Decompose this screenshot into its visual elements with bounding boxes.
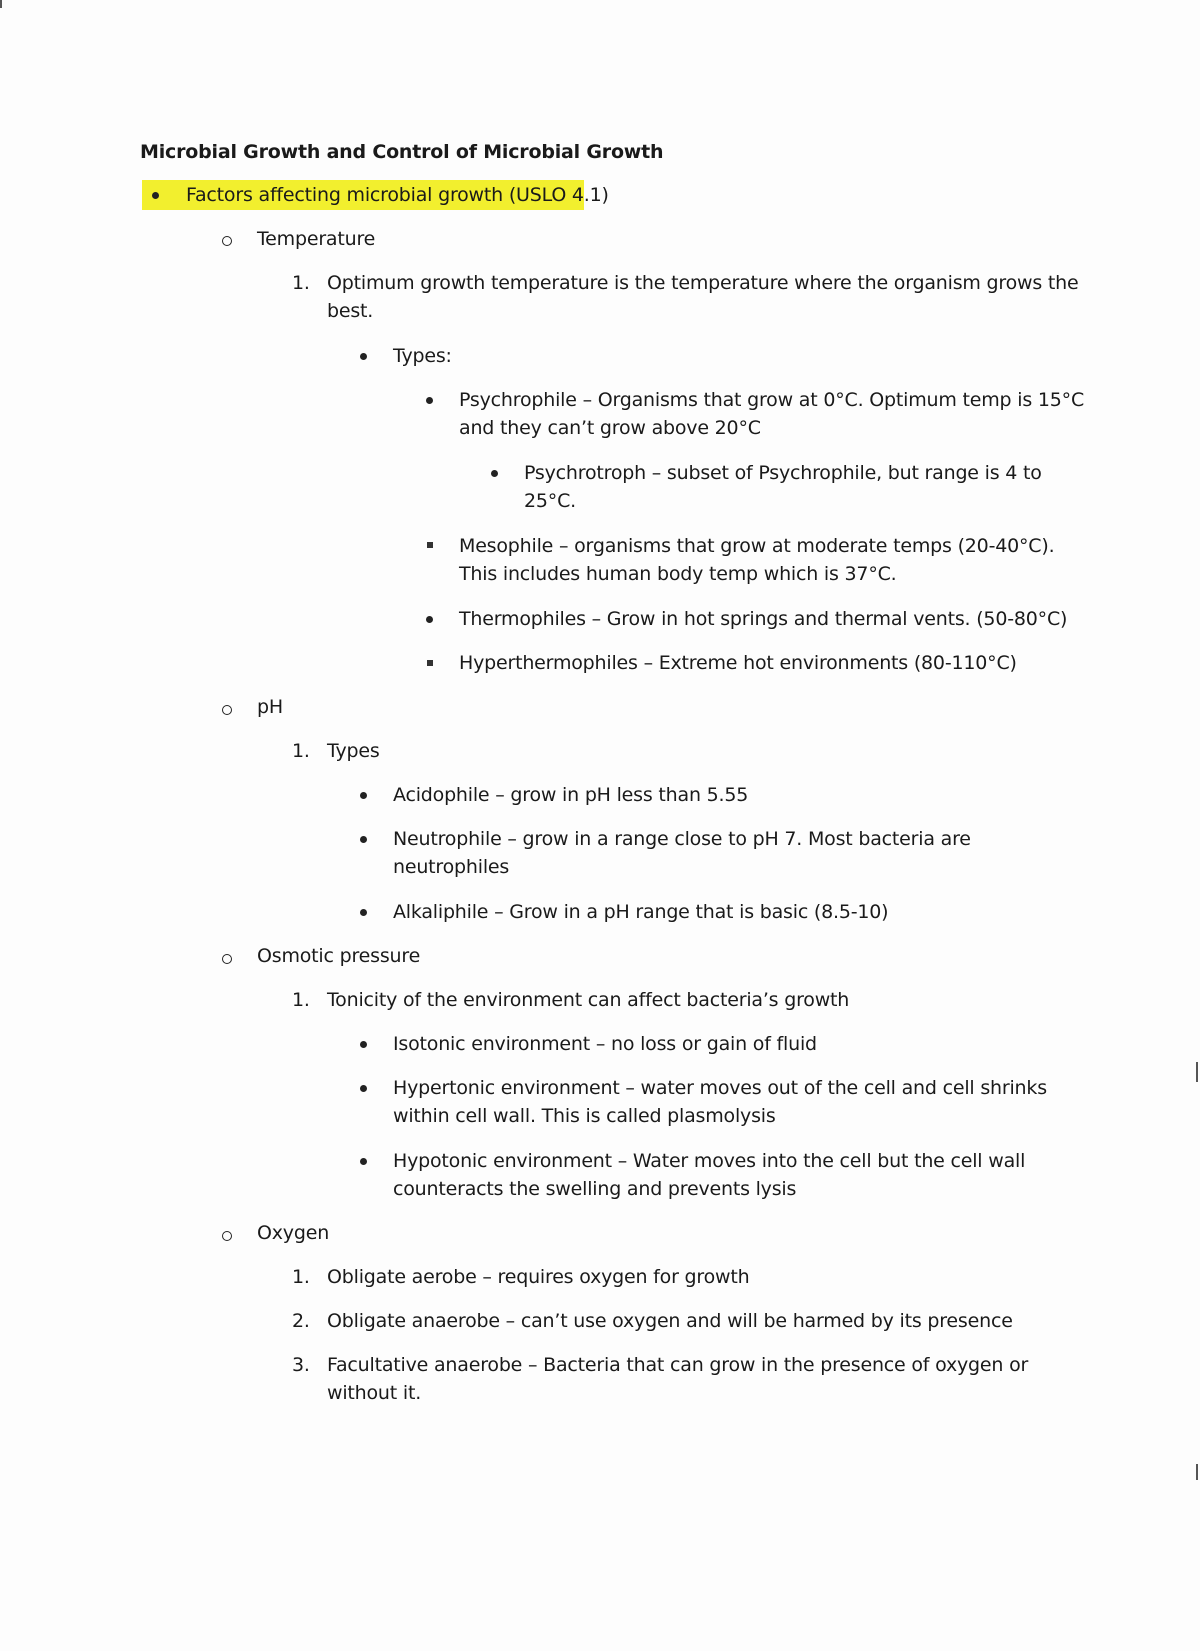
tonicity-text: Tonicity of the environment can affect bacteria’s growth xyxy=(327,989,850,1011)
acidophile-text: Acidophile – grow in pH less than 5.55 xyxy=(393,784,749,806)
list-number: 1. xyxy=(292,272,310,294)
ph-label: pH xyxy=(257,696,283,718)
mesophile-line-2: This includes human body temp which is 37°C. xyxy=(459,563,897,585)
osmotic-label: Osmotic pressure xyxy=(257,945,421,967)
oxygen-label: Oxygen xyxy=(257,1222,330,1244)
bullet-icon xyxy=(360,1085,367,1092)
bullet-icon xyxy=(360,1158,367,1165)
facultative-line-2: without it. xyxy=(327,1382,422,1404)
list-number: 1. xyxy=(292,740,310,762)
hypertonic-line-2: within cell wall. This is called plasmolysis xyxy=(393,1105,776,1127)
bullet-icon xyxy=(360,792,367,799)
alkaliphile-text: Alkaliphile – Grow in a pH range that is basic (8.5-10) xyxy=(393,901,889,923)
psychrophile-line-2: and they can’t grow above 20°C xyxy=(459,417,761,439)
circle-bullet-icon xyxy=(222,236,232,246)
bullet-icon xyxy=(152,192,159,199)
list-number: 3. xyxy=(292,1354,310,1376)
bullet-icon xyxy=(360,836,367,843)
aerobe-text: Obligate aerobe – requires oxygen for growth xyxy=(327,1266,750,1288)
temperature-label: Temperature xyxy=(257,228,376,250)
bullet-icon xyxy=(426,397,433,404)
hypotonic-line-2: counteracts the swelling and prevents lysis xyxy=(393,1178,797,1200)
circle-bullet-icon xyxy=(222,954,232,964)
circle-bullet-icon xyxy=(222,705,232,715)
bullet-icon xyxy=(426,616,433,623)
facultative-line-1: Facultative anaerobe – Bacteria that can grow in the presence of oxygen or xyxy=(327,1354,1029,1376)
anaerobe-text: Obligate anaerobe – can’t use oxygen and will be harmed by its presence xyxy=(327,1310,1013,1332)
optimum-line-1: Optimum growth temperature is the temperature where the organism grows the xyxy=(327,272,1079,294)
bullet-icon xyxy=(427,542,433,548)
hypotonic-line-1: Hypotonic environment – Water moves into the cell but the cell wall xyxy=(393,1150,1026,1172)
document-title: Microbial Growth and Control of Microbial Growth xyxy=(140,141,664,163)
list-number: 2. xyxy=(292,1310,310,1332)
bullet-icon xyxy=(360,909,367,916)
hyperthermophiles-text: Hyperthermophiles – Extreme hot environments (80-110°C) xyxy=(459,652,1017,674)
scan-mark xyxy=(1196,1062,1198,1082)
optimum-line-2: best. xyxy=(327,300,374,322)
circle-bullet-icon xyxy=(222,1231,232,1241)
list-number: 1. xyxy=(292,989,310,1011)
hypertonic-line-1: Hypertonic environment – water moves out of the cell and cell shrinks xyxy=(393,1077,1047,1099)
scan-mark xyxy=(0,0,2,8)
neutrophile-line-2: neutrophiles xyxy=(393,856,510,878)
isotonic-text: Isotonic environment – no loss or gain of fluid xyxy=(393,1033,817,1055)
bullet-icon xyxy=(427,660,433,666)
ph-types-label: Types xyxy=(327,740,380,762)
scan-mark xyxy=(1196,1464,1198,1480)
psychrophile-line-1: Psychrophile – Organisms that grow at 0°C. Optimum temp is 15°C xyxy=(459,389,1085,411)
bullet-icon xyxy=(360,1041,367,1048)
neutrophile-line-1: Neutrophile – grow in a range close to pH 7. Most bacteria are xyxy=(393,828,971,850)
bullet-icon xyxy=(491,470,498,477)
bullet-icon xyxy=(360,353,367,360)
list-number: 1. xyxy=(292,1266,310,1288)
psychrotroph-line-2: 25°C. xyxy=(524,490,576,512)
mesophile-line-1: Mesophile – organisms that grow at moderate temps (20-40°C). xyxy=(459,535,1055,557)
section-heading: Factors affecting microbial growth (USLO 4.1) xyxy=(186,184,609,206)
temperature-types-label: Types: xyxy=(393,345,452,367)
psychrotroph-line-1: Psychrotroph – subset of Psychrophile, but range is 4 to xyxy=(524,462,1042,484)
thermophiles-text: Thermophiles – Grow in hot springs and thermal vents. (50-80°C) xyxy=(459,608,1068,630)
